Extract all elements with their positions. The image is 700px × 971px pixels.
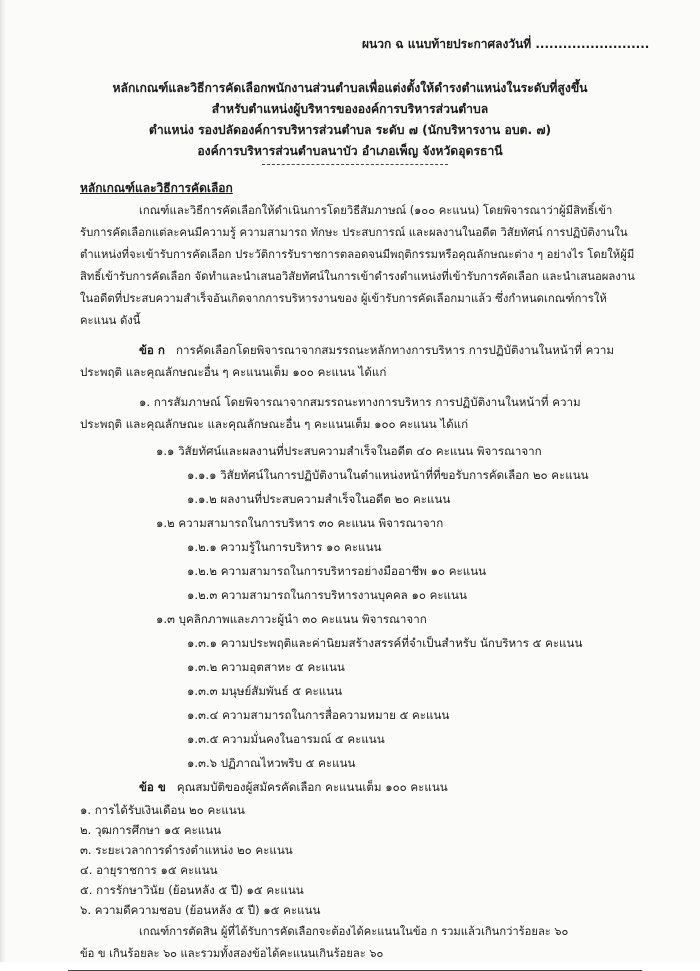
clause-a-text-1: การคัดเลือกโดยพิจารณาจากสมรรถนะหลักทางการบริหาร การปฏิบัติงานในหน้าที่ ความ	[176, 343, 615, 357]
title-divider	[262, 164, 448, 165]
list-a-item: ๑.๓.๕ ความมั่นคงในอารมณ์ ๕ คะแนน	[187, 732, 385, 746]
clause-b-line	[139, 779, 448, 795]
intro-line-6: คะแนน ดังนี้	[80, 314, 141, 327]
list-a-item: ๑.๓.๔ ความสามารถในการสื่อความหมาย ๕ คะแนน	[187, 708, 450, 722]
list-b-item: ๑. การได้รับเงินเดือน ๒๐ คะแนน	[80, 803, 245, 817]
intro-line-5: ในอดีตที่ประสบความสำเร็จอันเกิดจากการบริหารงานของ ผู้เข้ารับการคัดเลือกมาแล้ว ซึ่งกำหนดเกณฑ์การให้	[80, 292, 607, 305]
clause-b-label: ข้อ ข	[139, 780, 166, 794]
list-a-item: ๑.๓.๑ ความประพฤติและค่านิยมสร้างสรรค์ที่จำเป็นสำหรับ นักบริหาร ๕ คะแนน	[187, 636, 583, 650]
clause-b-text: คุณสมบัติของผู้สมัครคัดเลือก คะแนนเต็ม ๑๐๐ คะแนน	[176, 780, 448, 794]
intro-line-3: ตำแหน่งที่จะเข้ารับการคัดเลือก ประวัติการรับราชการตลอดจนมีพฤติกรรมหรือคุณลักษณะต่าง ๆ อย่างไร โดยให้ผู้มี	[80, 248, 635, 261]
clause-a-label: ข้อ ก	[139, 343, 165, 357]
title-line-1: หลักเกณฑ์และวิธีการคัดเลือกพนักงานส่วนตำบลเพื่อแต่งตั้งให้ดำรงตำแหน่งในระดับที่สูงขึ้น	[112, 81, 588, 95]
list-a-item: ๑.๑.๑ วิสัยทัศน์ในการปฏิบัติงานในตำแหน่งหน้าที่ที่ขอรับการคัดเลือก ๒๐ คะแนน	[187, 468, 589, 482]
list-a-item: ๑.๒.๒ ความสามารถในการบริหารอย่างมืออาชีพ ๑๐ คะแนน	[187, 564, 487, 578]
list-a-item: ๑.๓ บุคลิกภาพและภาวะผู้นำ ๓๐ คะแนน พิจารณาจาก	[156, 612, 427, 626]
list-a-item: ๑.๒.๑ ความรู้ในการบริหาร ๑๐ คะแนน	[187, 540, 382, 554]
list-a-item: ๑.๑ วิสัยทัศน์และผลงานที่ประสบความสำเร็จในอดีต ๔๐ คะแนน พิจารณาจาก	[156, 444, 542, 458]
criteria-line-2: ข้อ ข เกินร้อยละ ๖๐ และรวมทั้งสองข้อได้คะแนนเกินร้อยละ ๖๐	[80, 947, 384, 960]
intro-line-1: เกณฑ์และวิธีการคัดเลือกให้ดำเนินการโดยวิธีสัมภาษณ์ (๑๐๐ คะแนน) โดยพิจารณาว่าผู้มีสิทธิ์เข้า	[139, 204, 613, 217]
header-note: ผนวก ฉ แนบท้ายประกาศลงวันที่ .........................	[362, 37, 650, 51]
list-b-item: ๕. การรักษาวินัย (ย้อนหลัง ๕ ปี) ๑๕ คะแนน	[80, 883, 304, 897]
list-a-item: ๑.๑.๒ ผลงานที่ประสบความสำเร็จในอดีต ๒๐ คะแนน	[187, 492, 451, 506]
title-line-4: องค์การบริหารส่วนตำบลนาบัว อำเภอเพ็ญ จังหวัดอุดรธานี	[197, 144, 503, 158]
item-1-line-1: ๑. การสัมภาษณ์ โดยพิจารณาจากสมรรถนะทางการบริหาร การปฏิบัติงานในหน้าที่ ความ	[139, 395, 581, 409]
list-b-item: ๓. ระยะเวลาการดำรงตำแหน่ง ๒๐ คะแนน	[80, 843, 293, 857]
clause-a-text-2: ประพฤติ และคุณลักษณะอื่น ๆ คะแนนเต็ม ๑๐๐ คะแนน ได้แก่	[80, 365, 387, 379]
list-a-item: ๑.๓.๒ ความอุตสาหะ ๕ คะแนน	[187, 660, 345, 674]
list-a-item: ๑.๓.๖ ปฏิภาณไหวพริบ ๕ คะแนน	[187, 756, 356, 770]
section-heading: หลักเกณฑ์และวิธีการคัดเลือก	[80, 181, 233, 195]
title-line-3: ตำแหน่ง รองปลัดองค์การบริหารส่วนตำบล ระดับ ๗ (นักบริหารงาน อบต. ๗)	[148, 123, 552, 137]
intro-line-2: รับการคัดเลือกแต่ละคนมีความรู้ ความสามารถ ทักษะ ประสบการณ์ และผลงานในอดีต วิสัยทัศน์ การปฏิบัติงานใน	[80, 226, 628, 239]
list-b-item: ๔. อายุราชการ ๑๕ คะแนน	[80, 863, 218, 877]
intro-line-4: สิทธิ์เข้ารับการคัดเลือก จัดทำและนำเสนอวิสัยทัศน์ในการเข้าดำรงตำแหน่งที่เข้ารับการคัดเลือก และนำเสนอผลงาน	[80, 270, 635, 283]
list-a-item: ๑.๓.๓ มนุษย์สัมพันธ์ ๕ คะแนน	[187, 684, 343, 698]
list-b-item: ๒. วุฒการศึกษา ๑๕ คะแนน	[80, 823, 222, 837]
clause-a-line-1	[139, 342, 614, 358]
list-b-item: ๖. ความดีความชอบ (ย้อนหลัง ๕ ปี) ๑๕ คะแนน	[80, 903, 321, 917]
criteria-line-1: เกณฑ์การตัดสิน ผู้ที่ได้รับการคัดเลือกจะต้องได้คะแนนในข้อ ก รวมแล้วเกินกว่าร้อยละ ๖๐	[139, 925, 569, 938]
title-line-2: สำหรับตำแหน่งผู้บริหารขององค์การบริหารส่วนตำบล	[211, 102, 489, 116]
list-a-item: ๑.๒.๓ ความสามารถในการบริหารงานบุคคล ๑๐ คะแนน	[187, 588, 467, 602]
item-1-line-2: ประพฤติ และคุณลักษณะ และคุณลักษณะอื่น ๆ คะแนนเต็ม ๑๐๐ คะแนน ได้แก่	[80, 417, 469, 431]
list-a-item: ๑.๒ ความสามารถในการบริหาร ๓๐ คะแนน พิจารณาจาก	[156, 516, 444, 530]
